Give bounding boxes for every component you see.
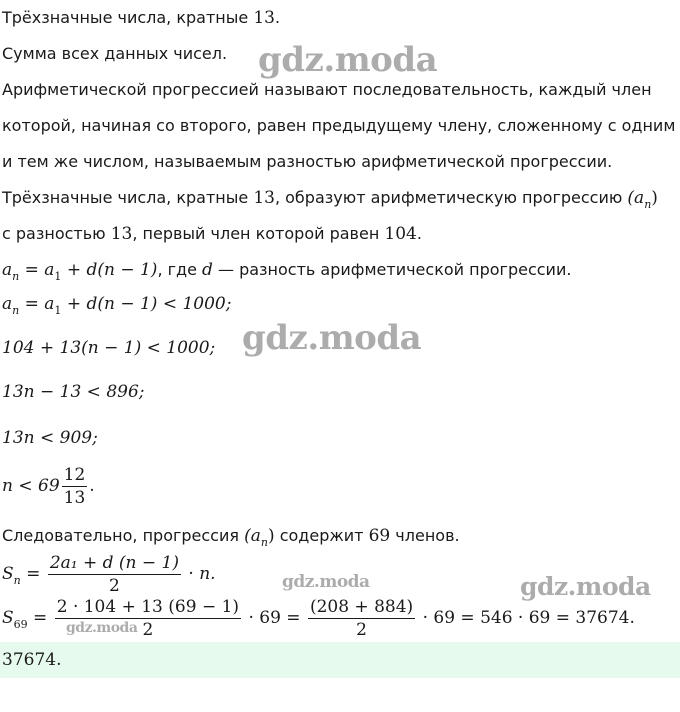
math: 13 [110, 224, 133, 244]
math-sub: 69 [13, 618, 28, 631]
fraction-numerator: 2a₁ + d (n − 1) [49, 553, 179, 573]
fraction-denominator: 2 [55, 618, 241, 641]
math: (a [244, 526, 261, 546]
fraction [48, 552, 181, 597]
fraction [62, 464, 88, 509]
math: (a [627, 188, 645, 208]
math: ) [267, 526, 275, 546]
math: a [2, 294, 13, 314]
math: 13 [253, 188, 275, 208]
general-term-formula [2, 260, 571, 282]
definition-line-3 [2, 152, 612, 172]
math-sub: 1 [54, 304, 62, 317]
inequality-2 [2, 338, 215, 358]
math: 104 + 13(n − 1) < 1000; [2, 338, 216, 358]
math: a [2, 260, 13, 280]
text-l1: Трёхзначные числа, кратные [2, 8, 254, 27]
problem-statement [2, 8, 280, 28]
fraction-denominator: 2 [48, 574, 181, 597]
math: d [202, 260, 213, 280]
sum-calculation [2, 594, 635, 644]
inequality-4 [2, 428, 98, 448]
math: + d(n − 1) [61, 260, 158, 280]
difference-statement [2, 224, 422, 244]
math-sub: n [12, 270, 20, 283]
text-l4: которой, начиная со второго, равен предыдущему члену, сложенному с одним [2, 116, 676, 135]
fraction-denominator: 2 [308, 618, 415, 641]
progression-statement [2, 188, 658, 210]
text: Следовательно, прогрессия [2, 526, 245, 545]
math-l1: 13 [253, 8, 275, 28]
math: 13n − 13 < 896; [2, 382, 145, 402]
text: членов. [390, 526, 460, 545]
math: S [2, 564, 14, 584]
math: 104 [384, 224, 417, 244]
math-sub: 1 [54, 270, 62, 283]
definition-line-1 [2, 80, 652, 100]
math: = [20, 564, 46, 584]
answer-value: 37674. [2, 650, 62, 670]
fraction [308, 596, 415, 641]
watermark-logo: gdz.moda [282, 572, 370, 592]
math: · n. [183, 564, 216, 584]
math-sub: n [644, 198, 652, 211]
watermark-logo: gdz.moda [242, 318, 422, 358]
text: , образуют арифметическую прогрессию [274, 188, 628, 207]
math: · 69 = 546 · 69 = 37674. [417, 608, 635, 628]
inequality-1 [2, 294, 231, 316]
conclusion [2, 526, 460, 548]
math: = a [19, 294, 55, 314]
watermark-logo: gdz.moda [66, 620, 138, 636]
text: , первый член которой равен [132, 224, 385, 243]
punct: . [89, 476, 95, 496]
math-sub: n [260, 536, 268, 549]
definition-line-2 [2, 116, 675, 136]
text: Трёхзначные числа, кратные [2, 188, 254, 207]
fraction-numerator: (208 + 884) [309, 597, 414, 617]
math-sub: n [12, 304, 20, 317]
math: n < 69 [2, 476, 60, 496]
text-l3: Арифметической прогрессией называют последовательность, каждый член [2, 80, 652, 99]
text: , где [157, 260, 203, 279]
answer-box [0, 642, 680, 678]
math: S [2, 608, 14, 628]
text-l5: и тем же числом, называемым разностью арифметической прогрессии. [2, 152, 613, 171]
math: = a [19, 260, 55, 280]
fraction-numerator: 2 · 104 + 13 (69 − 1) [56, 597, 240, 617]
fraction-denominator: 13 [63, 488, 86, 508]
text: с разностью [2, 224, 111, 243]
math-sub: n [13, 574, 21, 587]
text-l2: Сумма всех данных чисел. [2, 44, 228, 63]
watermark-logo: gdz.moda [520, 572, 651, 601]
math: · 69 = [243, 608, 306, 628]
text: — разность арифметической прогрессии. [212, 260, 572, 279]
math: ) [651, 188, 658, 208]
inequality-3 [2, 382, 145, 402]
punct: . [274, 8, 281, 27]
math: + d(n − 1) < 1000; [61, 294, 232, 314]
math: 13n < 909; [2, 428, 98, 448]
text: содержит [274, 526, 369, 545]
sum-formula [2, 550, 216, 600]
math: 69 [368, 526, 391, 546]
math: = [27, 608, 53, 628]
punct: . [416, 224, 422, 243]
fraction-numerator: 12 [63, 465, 86, 485]
watermark-logo: gdz.moda [258, 40, 438, 80]
inequality-5 [2, 462, 95, 510]
question-statement [2, 44, 227, 64]
